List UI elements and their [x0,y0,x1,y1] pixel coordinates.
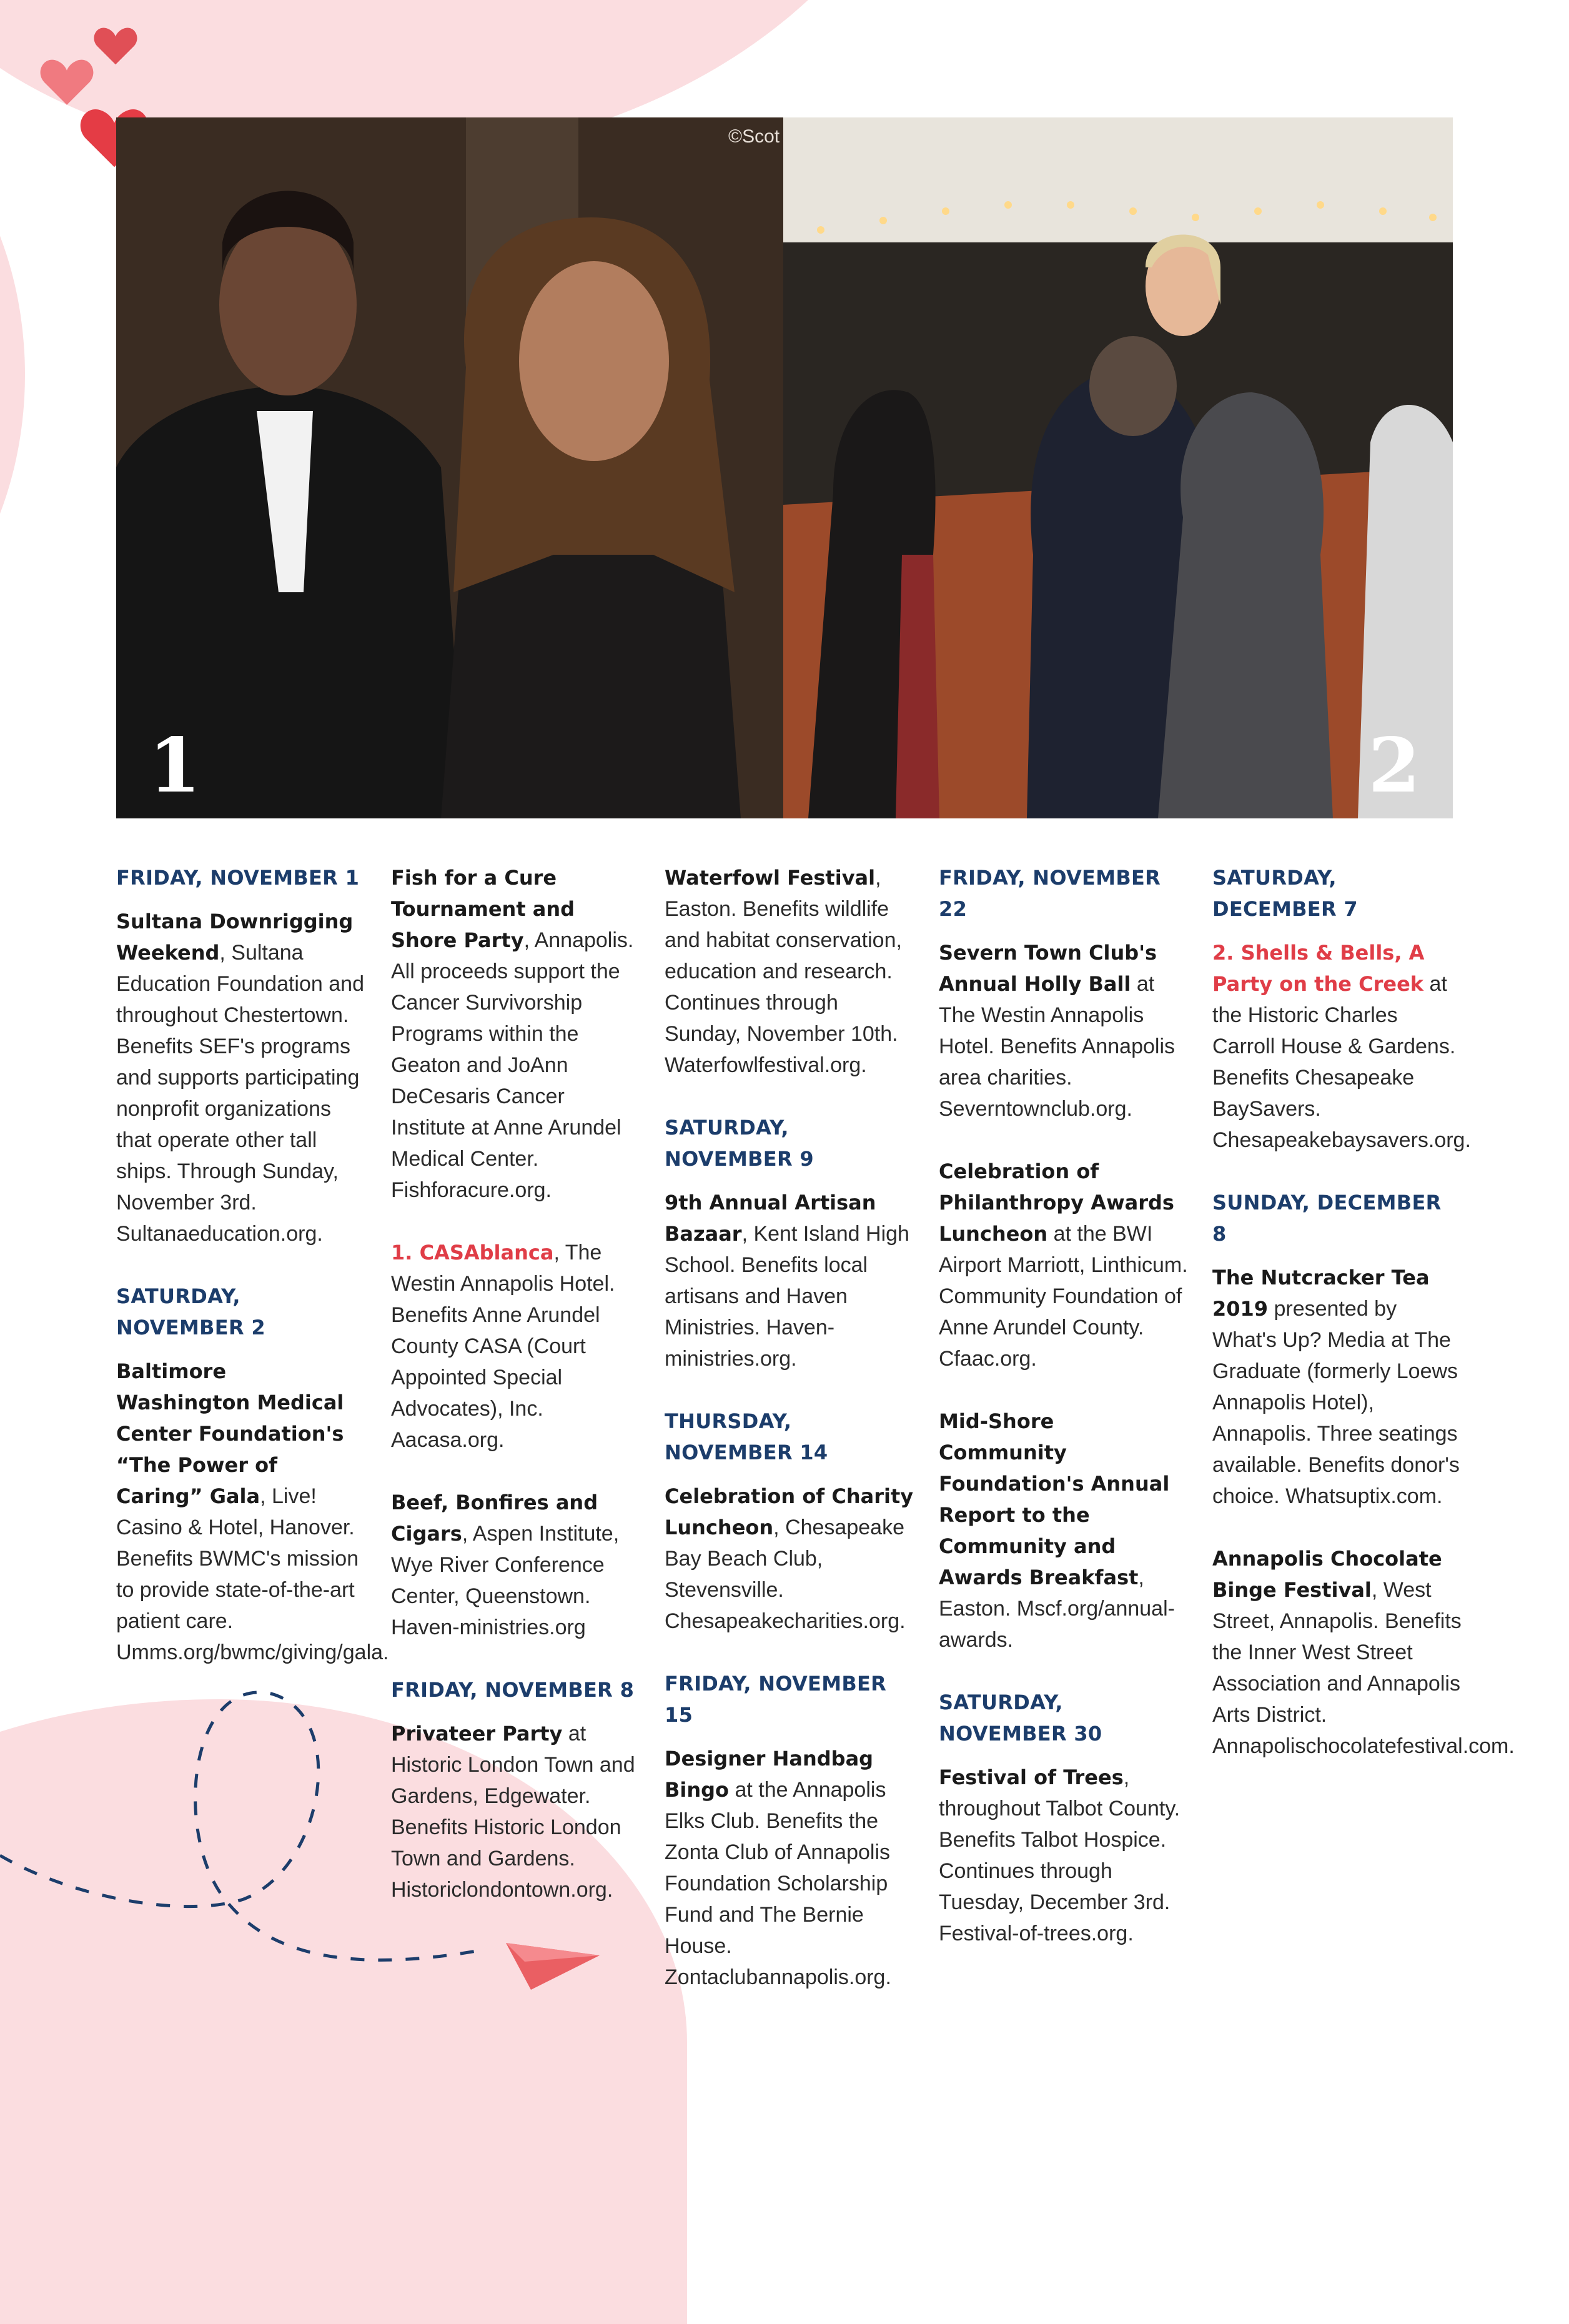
date-heading: THURSDAY, NOVEMBER 14 [665,1409,828,1464]
event-details: , Chesapeake Bay Beach Club, Stevensville. Chesapeakecharities.org. [665,1516,906,1633]
photo-credit: ©Scot [728,126,780,147]
date-heading: SUNDAY, DECEMBER 8 [1212,1191,1442,1246]
event-entry [939,937,1189,1125]
column-2 [391,862,641,1937]
event-entry [391,1487,641,1643]
event-title-highlight: 2. Shells & Bells, A Party on the Creek [1212,941,1425,996]
event-title: Designer Handbag Bingo [665,1747,874,1802]
event-entry [1212,937,1471,1156]
event-title: Severn Town Club's Annual Holly Ball [939,941,1157,996]
heart-icon [40,56,94,106]
event-details: , Easton. Benefits wildlife and habitat conservation, education and research. Continues through Sunday, November 10th. Waterfowlfestival.org. [665,866,902,1077]
event-title: Mid-Shore Community Foundation's Annual Report to the Community and Awards Breakfast [939,1409,1170,1589]
date-heading: SATURDAY, NOVEMBER 2 [116,1284,265,1339]
event-entry [939,1156,1189,1374]
date-heading: SATURDAY, DECEMBER 7 [1212,866,1358,921]
event-entry [391,862,641,1206]
event-details: at the Annapolis Elks Club. Benefits the Zonta Club of Annapolis Foundation Scholarship Fund and The Bernie House. Zontaclubannapolis.org. [665,1778,891,1989]
column-5 [1212,862,1515,1793]
event-title: Beef, Bonfires and Cigars [391,1491,598,1546]
date-heading: FRIDAY, NOVEMBER 1 [116,866,360,890]
event-title: Annapolis Chocolate Binge Festival [1212,1547,1442,1602]
event-details: at The Westin Annapolis Hotel. Benefits Annapolis area charities. Severntownclub.org. [939,972,1176,1121]
date-heading: FRIDAY, NOVEMBER 8 [391,1678,635,1702]
tent-party-scene [783,117,1453,818]
event-entry [1212,1262,1462,1512]
event-details: , throughout Talbot County. Benefits Talbot Hospice. Continues through Tuesday, December 3rd. Festival-of-trees.org. [939,1765,1180,1945]
event-title: Celebration of Philanthropy Awards Luncheon [939,1160,1174,1246]
event-entry [1212,1543,1515,1762]
event-entry [665,1743,914,1993]
paper-plane-icon [506,1930,600,1993]
event-entry [116,1356,389,1668]
event-details: , West Street, Annapolis. Benefits the Inner West Street Association and Annapolis Arts District. Annapolischocolatefestival.com. [1212,1578,1515,1758]
event-entry [939,1406,1189,1656]
event-title: Celebration of Charity Luncheon [665,1484,914,1539]
event-title: 9th Annual Artisan Bazaar [665,1191,876,1246]
event-entry [665,862,914,1081]
event-details: , Sultana Education Foundation and throughout Chestertown. Benefits SEF's programs and supports participating nonprofit organizations that operate other tall ships. Through Sunday, November 3rd. Sultanaeducation.org. [116,941,364,1246]
date-heading: SATURDAY, NOVEMBER 9 [665,1116,814,1171]
event-entry [116,906,366,1249]
date-heading: SATURDAY, NOVEMBER 30 [939,1691,1102,1745]
event-photo-casablanca [116,117,783,818]
event-title: Waterfowl Festival [665,866,876,890]
event-entry [665,1187,914,1374]
event-title: Privateer Party [391,1722,563,1745]
event-title: The Nutcracker Tea 2019 [1212,1266,1430,1321]
date-heading: FRIDAY, NOVEMBER 15 [665,1672,887,1727]
column-3 [665,862,914,2024]
column-1 [116,862,389,1699]
column-4 [939,862,1189,1980]
event-details: presented by What's Up? Media at The Graduate (formerly Loews Annapolis Hotel), Annapolis. Three seatings available. Benefits donor's choice. Whatsuptix.com. [1212,1297,1460,1508]
event-listings [116,862,1515,1989]
event-title: Sultana Downrigging Weekend [116,910,354,965]
photo-strip [116,117,1453,818]
photo-number: 1 [149,722,201,810]
event-details: , Easton. Mscf.org/annual-awards. [939,1566,1175,1652]
event-details: at the BWI Airport Marriott, Linthicum. Community Foundation of Anne Arundel County. Cfaac.org. [939,1222,1188,1371]
event-details: , Aspen Institute, Wye River Conference Center, Queenstown. Haven-ministries.org [391,1522,620,1639]
couple-silhouette [116,117,783,818]
event-entry [391,1237,641,1456]
event-details: , Annapolis. All proceeds support the Cancer Survivorship Programs within the Geaton and JoAnn DeCesaris Cancer Institute at Anne Arundel Medical Center. Fishforacure.org. [391,928,634,1202]
event-details: , Live! Casino & Hotel, Hanover. Benefits BWMC's mission to provide state-of-the-art patient care. Umms.org/bwmc/giving/gala. [116,1484,389,1664]
event-entry [391,1718,641,1905]
photo-number: 2 [1368,722,1420,810]
event-title-highlight: 1. CASAblanca [391,1241,554,1264]
date-heading: FRIDAY, NOVEMBER 22 [939,866,1161,921]
event-entry [939,1762,1189,1949]
event-details: at the Historic Charles Carroll House & Gardens. Benefits Chesapeake BaySavers. Chesapeakebaysavers.org. [1212,972,1471,1152]
event-details: , Kent Island High School. Benefits local artisans and Haven Ministries. Haven-ministries.org. [665,1222,909,1371]
event-title: Fish for a Cure Tournament and Shore Party [391,866,575,952]
event-details: at Historic London Town and Gardens, Edgewater. Benefits Historic London Town and Gardens. Historiclondontown.org. [391,1722,635,1902]
event-title: Festival of Trees [939,1765,1124,1789]
event-entry [665,1481,914,1637]
heart-icon [94,25,137,66]
event-photo-shells-and-bells [783,117,1453,818]
event-title: Baltimore Washington Medical Center Foundation's “The Power of Caring” Gala [116,1359,344,1508]
event-details: , The Westin Annapolis Hotel. Benefits Anne Arundel County CASA (Court Appointed Special Advocates), Inc. Aacasa.org. [391,1241,615,1452]
pink-background-shape-left [0,62,25,687]
